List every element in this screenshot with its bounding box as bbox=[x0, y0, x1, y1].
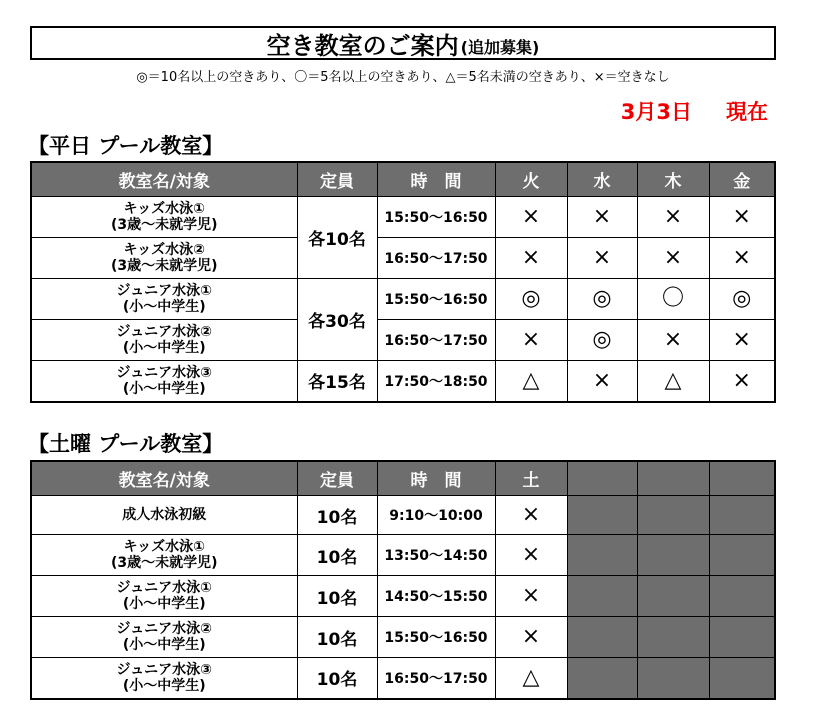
table-row bbox=[31, 576, 775, 617]
availability-mark: △ bbox=[495, 361, 567, 402]
class-target: (3歳～未就学児) bbox=[110, 258, 218, 274]
availability-mark: × bbox=[495, 320, 567, 361]
col-thu: 木 bbox=[637, 162, 709, 197]
availability-mark: × bbox=[709, 197, 775, 238]
time-cell: 16:50～17:50 bbox=[377, 320, 495, 361]
empty-cell bbox=[637, 496, 709, 535]
availability-mark: × bbox=[709, 361, 775, 402]
capacity-cell: 各10名 bbox=[297, 197, 377, 279]
availability-mark: × bbox=[567, 197, 637, 238]
availability-mark: ◎ bbox=[567, 320, 637, 361]
class-target: (小～中学生) bbox=[122, 677, 206, 694]
table-row bbox=[31, 279, 775, 320]
as-of-date bbox=[621, 96, 768, 126]
class-name-cell bbox=[31, 496, 297, 535]
availability-mark: × bbox=[495, 238, 567, 279]
weekday-section-title: 【平日 プール教室】 bbox=[28, 134, 224, 158]
capacity-cell: 10名 bbox=[297, 496, 377, 535]
class-name-cell bbox=[31, 658, 297, 699]
capacity-cell: 10名 bbox=[297, 576, 377, 617]
col-class-name: 教室名/対象 bbox=[31, 162, 297, 197]
empty-header-cell bbox=[709, 461, 775, 496]
page-subtitle: (追加募集) bbox=[460, 37, 540, 57]
empty-cell bbox=[637, 658, 709, 699]
col-time: 時 間 bbox=[377, 461, 495, 496]
availability-mark: △ bbox=[495, 658, 567, 699]
empty-cell bbox=[709, 496, 775, 535]
time-cell: 14:50～15:50 bbox=[377, 576, 495, 617]
class-target: (小～中学生) bbox=[122, 596, 206, 612]
class-name: ジュニア水泳③ bbox=[116, 364, 213, 381]
availability-mark: × bbox=[495, 496, 567, 535]
availability-mark: × bbox=[567, 238, 637, 279]
class-target: (3歳～未就学児) bbox=[110, 217, 218, 233]
date-suffix: 現在 bbox=[726, 100, 768, 124]
empty-cell bbox=[567, 658, 637, 699]
capacity-cell: 各15名 bbox=[297, 361, 377, 402]
empty-cell bbox=[567, 617, 637, 658]
empty-cell bbox=[567, 576, 637, 617]
time-cell: 13:50～14:50 bbox=[377, 535, 495, 576]
capacity-cell: 各30名 bbox=[297, 279, 377, 361]
capacity-cell: 10名 bbox=[297, 535, 377, 576]
weekday-header-row bbox=[31, 162, 775, 197]
time-cell: 15:50～16:50 bbox=[377, 197, 495, 238]
class-target: (小～中学生) bbox=[122, 299, 206, 315]
availability-mark: × bbox=[709, 238, 775, 279]
class-target: (3歳～未就学児) bbox=[110, 555, 218, 571]
availability-mark: × bbox=[495, 617, 567, 658]
capacity-cell: 10名 bbox=[297, 658, 377, 699]
class-name-cell bbox=[31, 279, 297, 320]
saturday-table bbox=[30, 460, 776, 700]
saturday-section-title: 【土曜 プール教室】 bbox=[28, 432, 224, 456]
col-time: 時 間 bbox=[377, 162, 495, 197]
time-cell: 9:10～10:00 bbox=[377, 496, 495, 535]
availability-mark: × bbox=[637, 197, 709, 238]
page-title: 空き教室のご案内 bbox=[266, 31, 459, 60]
title-box bbox=[30, 26, 776, 60]
col-fri: 金 bbox=[709, 162, 775, 197]
empty-cell bbox=[567, 496, 637, 535]
date-value: 3月3日 bbox=[620, 100, 692, 124]
capacity-cell: 10名 bbox=[297, 617, 377, 658]
class-name-cell bbox=[31, 576, 297, 617]
empty-cell bbox=[709, 576, 775, 617]
table-row bbox=[31, 361, 775, 402]
class-name: ジュニア水泳① bbox=[116, 283, 213, 299]
empty-cell bbox=[709, 617, 775, 658]
table-row bbox=[31, 617, 775, 658]
class-name-cell bbox=[31, 361, 297, 402]
class-name: 成人水泳初級 bbox=[122, 507, 207, 523]
table-row bbox=[31, 535, 775, 576]
time-cell: 16:50～17:50 bbox=[377, 238, 495, 279]
availability-mark: × bbox=[637, 238, 709, 279]
class-name: ジュニア水泳② bbox=[116, 621, 213, 637]
empty-cell bbox=[709, 658, 775, 699]
class-name: ジュニア水泳① bbox=[116, 580, 213, 596]
class-name-cell bbox=[31, 617, 297, 658]
empty-cell bbox=[637, 576, 709, 617]
availability-mark: △ bbox=[637, 361, 709, 402]
class-name: キッズ水泳① bbox=[123, 539, 206, 555]
availability-mark: × bbox=[637, 320, 709, 361]
col-tue: 火 bbox=[495, 162, 567, 197]
table-row bbox=[31, 658, 775, 699]
col-wed: 水 bbox=[567, 162, 637, 197]
availability-mark: ◎ bbox=[709, 279, 775, 320]
col-capacity: 定員 bbox=[297, 162, 377, 197]
class-name-cell bbox=[31, 535, 297, 576]
availability-mark: ◎ bbox=[495, 279, 567, 320]
availability-mark: ◎ bbox=[567, 279, 637, 320]
class-target: (小～中学生) bbox=[122, 637, 206, 653]
availability-mark: × bbox=[495, 197, 567, 238]
time-cell: 15:50～16:50 bbox=[377, 617, 495, 658]
empty-header-cell bbox=[567, 461, 637, 496]
class-name-cell bbox=[31, 197, 297, 238]
col-sat: 土 bbox=[495, 461, 567, 496]
availability-mark: × bbox=[495, 535, 567, 576]
time-cell: 16:50～17:50 bbox=[377, 658, 495, 699]
empty-cell bbox=[637, 535, 709, 576]
table-row bbox=[31, 496, 775, 535]
col-capacity: 定員 bbox=[297, 461, 377, 496]
class-name: キッズ水泳① bbox=[123, 201, 206, 217]
class-name: ジュニア水泳③ bbox=[116, 661, 213, 678]
col-class-name: 教室名/対象 bbox=[31, 461, 297, 496]
legend: ◎＝10名以上の空きあり、〇＝5名以上の空きあり、△＝5名未満の空きあり、×＝空きなし bbox=[136, 70, 670, 85]
availability-mark: × bbox=[495, 576, 567, 617]
class-name: ジュニア水泳② bbox=[116, 324, 213, 340]
empty-cell bbox=[709, 535, 775, 576]
time-cell: 15:50～16:50 bbox=[377, 279, 495, 320]
class-name: キッズ水泳② bbox=[123, 242, 206, 258]
weekday-table bbox=[30, 161, 776, 403]
empty-cell bbox=[567, 535, 637, 576]
empty-cell bbox=[637, 617, 709, 658]
availability-mark: 〇 bbox=[637, 279, 709, 320]
availability-mark: × bbox=[567, 361, 637, 402]
table-row bbox=[31, 320, 775, 361]
class-name-cell bbox=[31, 320, 297, 361]
saturday-header-row bbox=[31, 461, 775, 496]
class-target: (小～中学生) bbox=[122, 340, 206, 356]
table-row bbox=[31, 238, 775, 279]
class-target: (小～中学生) bbox=[122, 380, 206, 397]
empty-header-cell bbox=[637, 461, 709, 496]
time-cell: 17:50～18:50 bbox=[377, 361, 495, 402]
class-name-cell bbox=[31, 238, 297, 279]
table-row bbox=[31, 197, 775, 238]
availability-mark: × bbox=[709, 320, 775, 361]
